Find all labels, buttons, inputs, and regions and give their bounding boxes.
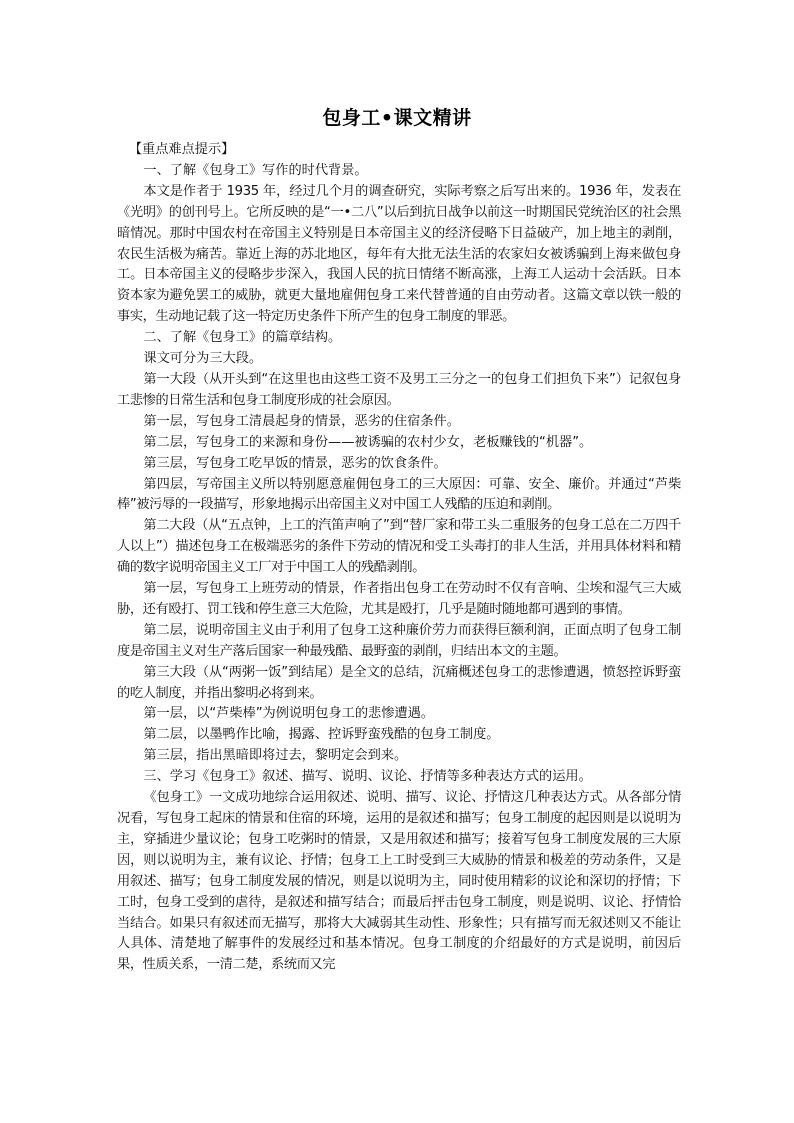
- paragraph-part-two: 第二大段（从“五点钟，上工的汽笛声响了”到“替厂家和带工头二重服务的包身工总在二万四千人以上”）描述包身工在极端恶劣的条件下劳动的情况和受工头毒打的非人生活，并用具体材料和精确的数字说明帝国主义工厂对于中国工人的残酷剥削。: [117, 518, 681, 576]
- paragraph-background: 本文是作者于 1935 年，经过几个月的调查研究，实际考察之后写出来的。1936 年，发表在《光明》的创刊号上。它所反映的是“一•二八”以后到抗日战争以前这一时期国民党统治区的社会黑暗情况。那时中国农村在帝国主义特别是日本帝国主义的经济侵略下日益破产，加上地主的剥削，农民生活极为痛苦。靠近上海的苏北地区，每年有大批无法生活的农家妇女被诱骗到上海来做包身工。日本帝国主义的侵略步步深入，我国人民的抗日情绪不断高涨，上海工人运动十会活跃。日本资本家为避免罢工的威胁，就更大量地雇佣包身工来代替普通的自由劳动者。这篇文章以铁一般的事实，生动地记载了这一特定历史条件下所产生的包身工制度的罪恶。: [117, 183, 681, 325]
- heading-expression-modes: 三、学习《包身工》叙述、描写、说明、议论、抒情等多种表达方式的运用。: [143, 769, 592, 785]
- document-title: 包身工•课文精讲: [322, 107, 472, 129]
- paragraph-part-three: 第三大段（从“两粥一饭”到结尾）是全文的总结，沉痛概述包身工的悲惨遭遇，愤怒控诉野蛮的吃人制度，并指出黎明必将到来。: [117, 664, 681, 701]
- paragraph-part-one-layer-2: 第二层，写包身工的来源和身份——被诱骗的农村少女，老板赚钱的“机器”。: [143, 434, 593, 450]
- paragraph-part-one-layer-4: 第四层，写帝国主义所以特别愿意雇佣包身工的三大原因：可靠、安全、廉价。并通过“芦柴棒”被污辱的一段描写，形象地揭示出帝国主义对中国工人残酷的压迫和剥削。: [117, 476, 681, 513]
- paragraph-part-one-layer-3: 第三层，写包身工吃早饭的情景，恶劣的饮食条件。: [143, 455, 447, 471]
- paragraph-expression-modes: 《包身工》一文成功地综合运用叙述、说明、描写、议论、抒情这几种表达方式。从各部分情况看，写包身工起床的情景和住宿的环境，运用的是叙述和描写；包身工制度的起因则是以说明为主，穿插进少量议论；包身工吃粥时的情景，又是用叙述和描写；接着写包身工制度发展的三大原因，则以说明为主，兼有议论、抒情；包身工上工时受到三大威胁的情景和极差的劳动条件，又是用叙述、描写；包身工制度发展的情况，则是以说明为主，同时使用精彩的议论和深切的抒情；下工时，包身工受到的虐待，是叙述和描写结合；而最后抨击包身工制度，则是说明、议论、抒情恰当结合。如果只有叙述而无描写，那将大大减弱其生动性、形象性；只有描写而无叙述则又不能让人具体、清楚地了解事件的发展经过和基本情况。包身工制度的介绍最好的方式是说明，前因后果，性质关系，一清二楚，系统而又完: [117, 790, 681, 973]
- document-body: [117, 140, 681, 976]
- paragraph-three-parts: 课文可分为三大段。: [143, 351, 263, 367]
- heading-background: 一、了解《包身工》写作的时代背景。: [143, 162, 368, 178]
- heading-structure: 二、了解《包身工》的篇章结构。: [143, 330, 342, 346]
- paragraph-part-one: 第一大段（从开头到“在这里也由这些工资不及男工三分之一的包身工们担负下来”）记叙包身工悲惨的日常生活和包身工制度形成的社会原因。: [117, 371, 681, 408]
- paragraph-part-two-layer-2: 第二层，说明帝国主义由于利用了包身工这种廉价劳力而获得巨额利润，正面点明了包身工制度是帝国主义对生产落后国家一种最残酷、最野蛮的剥削，归结出本文的主题。: [117, 622, 681, 659]
- paragraph-part-three-layer-2: 第二层，以墨鸭作比喻，揭露、控诉野蛮残酷的包身工制度。: [143, 727, 500, 743]
- paragraph-part-three-layer-1: 第一层，以“芦柴棒”为例说明包身工的悲惨遭遇。: [143, 706, 434, 722]
- paragraph-part-two-layer-1: 第一层，写包身工上班劳动的情景，作者指出包身工在劳动时不仅有音响、尘埃和湿气三大威胁，还有殴打、罚工钱和停生意三大危险，尤其是殴打，几乎是随时随地都可遇到的事情。: [117, 581, 681, 617]
- section-heading-key-points: 【重点难点提示】: [128, 142, 235, 157]
- paragraph-part-one-layer-1: 第一层，写包身工清晨起身的情景，恶劣的住宿条件。: [143, 413, 460, 429]
- paragraph-part-three-layer-3: 第三层，指出黑暗即将过去，黎明定会到来。: [143, 748, 408, 764]
